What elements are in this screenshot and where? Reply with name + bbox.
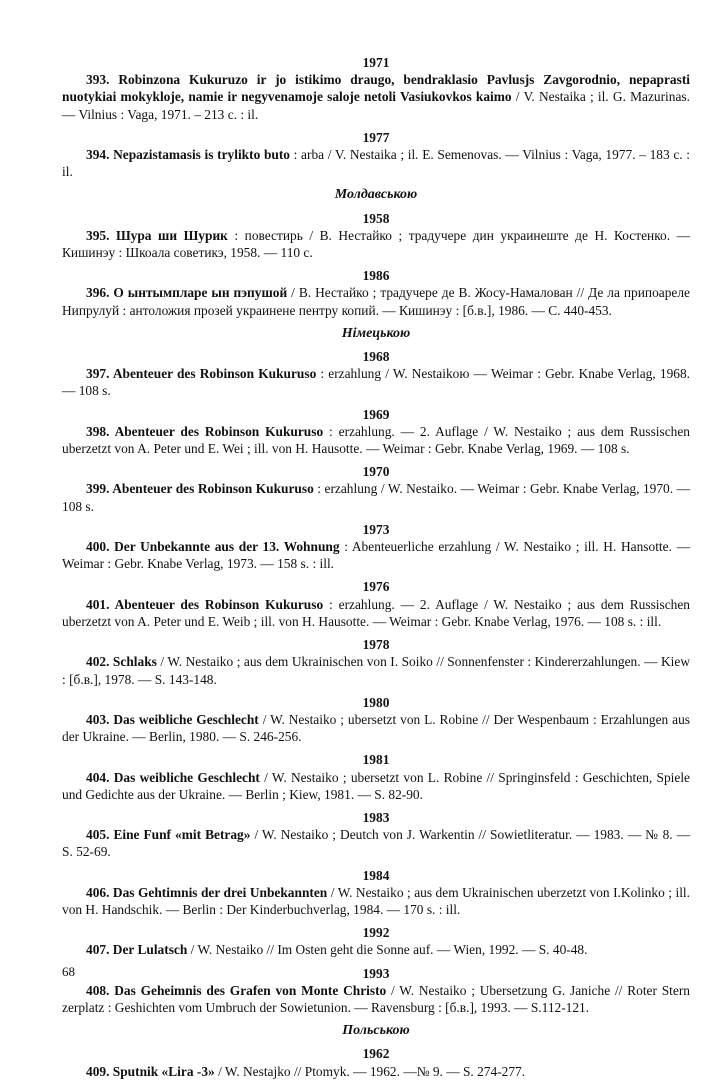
bibliography-entry [62, 653, 690, 687]
entry-title: 394. Nepazistamasis is trylikto buto [86, 147, 290, 163]
year-heading: 1993 [362, 965, 390, 981]
language-heading: Німецькою [341, 325, 411, 341]
bibliography-entry [62, 941, 690, 958]
bibliography-entry [62, 884, 690, 918]
year-heading: 1962 [362, 1046, 390, 1062]
bibliography-entry [62, 284, 690, 318]
year-heading: 1981 [362, 752, 390, 768]
bibliography-entry [62, 71, 690, 123]
entry-title: 399. Abenteuer des Robinson Kukuruso [86, 481, 314, 497]
entry-title: 397. Abenteuer des Robinson Kukuruso [86, 366, 317, 382]
year-heading: 1977 [362, 129, 390, 145]
language-heading: Молдавською [334, 187, 418, 203]
entry-title: 407. Der Lulatsch [86, 942, 188, 958]
entry-title: 396. О ынтымпларе ын пэпушой [86, 285, 288, 301]
year-heading: 1968 [362, 349, 390, 365]
entry-details: / W. Nestaiko ; Deutch von J. Warkentin // Sowietliteratur. — 1983. — № 8. — S. 52-69. [62, 827, 691, 860]
entry-details: / W. Nestaiko ; aus dem Ukrainischen von I. Soiko // Sonnenfenster : Kindererzahlungen. — Kiew : [б.в.], 1978. — S. 143-148. [62, 654, 690, 687]
entry-details: / W. Nestaiko ; ubersetzt von L. Robine // Der Wespenbaum : Erzahlungen aus der Ukraine. — Berlin, 1980. — S. 246-256. [62, 711, 691, 745]
entry-details: : Abenteuerliche erzahlung / W. Nestaiko ; ill. H. Hansotte. — Weimar : Gebr. Knabe Verlag, 1973. — 158 s. : ill. [62, 539, 690, 572]
entry-details: / W. Nestajko // Ptomyk. — 1962. —№ 9. — S. 274-277. [214, 1063, 526, 1079]
document-page [62, 48, 690, 1080]
entry-details: / В. Нестайко ; традучере де В. Жосу-Намалован // Де ла припоареле Нипрулуй : антоложия прозей украинене пентру копий. — Кишинэу : [б.в.], 1986. — С. 440-453. [62, 285, 690, 318]
entry-title: 398. Abenteuer des Robinson Kukuruso [86, 423, 324, 439]
entry-details: : erzahlung. — 2. Auflage / W. Nestaiko ; aus dem Russischen uberzetzt von A. Peter und E. Wei ; ill. von H. Hausotte. — Weimar : Gebr. Knabe Verlag, 1969. — 108 s. [62, 423, 690, 457]
year-heading: 1992 [362, 925, 390, 941]
year-heading: 1970 [362, 464, 390, 480]
year-heading: 1973 [362, 521, 390, 537]
entry-details: : erzahlung / W. Nestaikoю — Weimar : Gebr. Knabe Verlag, 1968. — 108 s. [62, 366, 691, 399]
entry-details: : erzahlung / W. Nestaiko. — Weimar : Gebr. Knabe Verlag, 1970. — 108 s. [62, 481, 691, 514]
language-heading: Польською [342, 1023, 410, 1039]
entry-title: 403. Das weibliche Geschlecht [86, 711, 259, 727]
entry-details: : arba / V. Nestaika ; il. E. Semenovas. — Vilnius : Vaga, 1977. – 183 c. : il. [62, 147, 690, 180]
entry-details: / W. Nestaiko // Im Osten geht die Sonne auf. — Wien, 1992. — S. 40-48. [187, 942, 588, 958]
bibliography-entry [62, 982, 690, 1016]
entry-title: 408. Das Geheimnis des Grafen von Monte Christo [86, 982, 387, 998]
year-heading: 1969 [362, 406, 390, 422]
bibliography-entry [62, 1063, 690, 1080]
bibliography-entry [62, 711, 690, 745]
entry-title: 402. Schlaks [86, 654, 157, 670]
bibliography-entry [62, 826, 690, 860]
entry-details: / V. Nestaika ; il. G. Mazurinas. — Vilnius : Vaga, 1971. – 213 c. : il. [62, 89, 690, 122]
entry-title: 409. Sputnik «Lira -3» [86, 1063, 215, 1079]
bibliography-entry [62, 423, 690, 457]
entry-title: 406. Das Gehtimnis der drei Unbekannten [86, 884, 328, 900]
entry-title: 405. Eine Funf «mit Betrag» [86, 827, 251, 843]
entry-title: 393. Robinzona Kukuruzo ir jo istikimo draugo, bendraklasio Pavlusjs Zavgorodnio, nepaprasti nuotykiai mokykloje, namie ir negyvenamoje saloje netoli Vasiukovkos kaimo [62, 72, 690, 105]
entry-title: 395. Шура ши Шурик [86, 227, 228, 243]
year-heading: 1976 [362, 579, 390, 595]
year-heading: 1984 [362, 867, 390, 883]
entry-details: / W. Nestaiko ; Ubersetzung G. Janiche // Roter Stern zerplatz : Geshichten vom Umbruch der Sowietunion. — Ravensburg : [б.в.], 1993. — S.112-121. [62, 982, 690, 1015]
year-heading: 1986 [362, 268, 390, 284]
bibliography-entry [62, 227, 690, 261]
bibliography-entry [62, 365, 690, 399]
year-heading: 1971 [362, 55, 390, 70]
bibliography-entry [62, 480, 690, 514]
year-heading: 1978 [362, 637, 390, 653]
year-heading: 1983 [362, 809, 390, 825]
bibliography-entry [62, 769, 690, 803]
bibliography-entry [62, 596, 690, 630]
entry-details: : erzahlung. — 2. Auflage / W. Nestaiko ; aus dem Russischen uberzetzt von A. Peter und E. Weib ; ill. von H. Hausotte. — Weimar : Gebr. Knabe Verlag, 1976. — 108 s. : ill. [62, 596, 690, 629]
year-heading: 1980 [362, 694, 390, 710]
entry-title: 401. Abenteuer des Robinson Kukuruso [86, 596, 324, 612]
entry-details: / W. Nestaiko ; aus dem Ukrainischen uberzetzt von I.Kolinko ; ill. von H. Handschik. — Berlin : Der Kinderbuchverlag, 1984. — 170 s. : ill. [62, 884, 690, 917]
entry-title: 404. Das weibliche Geschlecht [86, 769, 260, 785]
bibliography-entry [62, 538, 690, 572]
entry-title: 400. Der Unbekannte aus der 13. Wohnung [86, 539, 340, 555]
page-number: 68 [62, 964, 75, 979]
entry-details: / W. Nestaiko ; ubersetzt von L. Robine // Springinsfeld : Geschichten, Spiele und Gedichte aus der Ukraine. — Berlin ; Kiew, 1981. — S. 82-90. [62, 769, 690, 802]
entry-details: : повестирь / В. Нестайко ; традучере дин украинеште де Н. Костенко. — Кишинэу : Шкоала советикэ, 1958. — 110 с. [62, 227, 690, 261]
bibliography-entry [62, 146, 690, 180]
year-heading: 1958 [362, 210, 390, 226]
